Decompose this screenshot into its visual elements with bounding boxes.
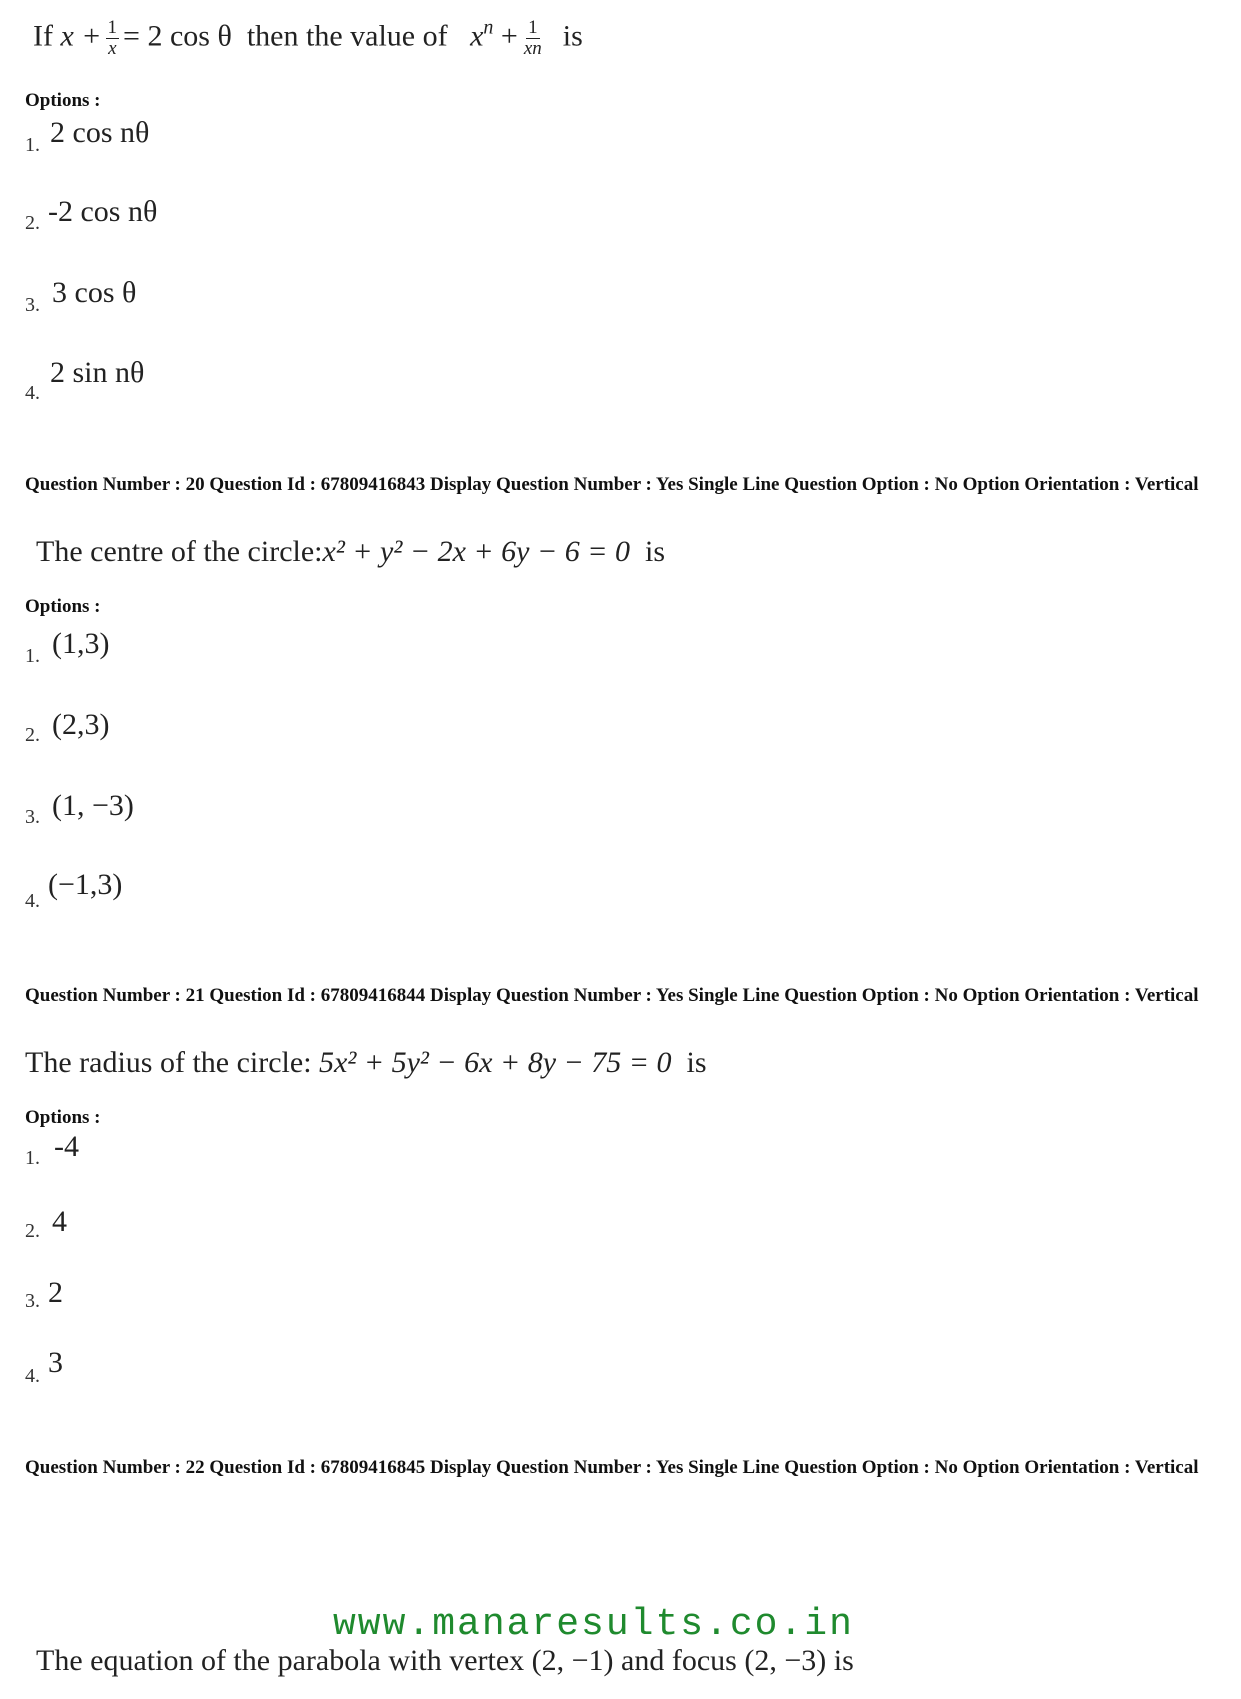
stem-expr-plus: +: [500, 19, 518, 53]
option-number: 3.: [25, 294, 40, 316]
option-text: 3 cos θ: [52, 276, 137, 309]
option-text: 4: [52, 1205, 67, 1238]
option-text: (1,3): [52, 627, 110, 660]
question-22-stem: The equation of the parabola with vertex (2, −1) and focus (2, −3) is: [36, 1644, 854, 1677]
option-number: 1.: [25, 134, 40, 156]
question-21-stem: [25, 1046, 707, 1080]
question-19-stem: [33, 18, 583, 59]
stem-suffix: is: [562, 19, 583, 53]
options-label: Options :: [25, 596, 101, 617]
option-number: 3.: [25, 806, 40, 828]
stem-rhs: = 2 cos θ: [123, 19, 232, 53]
stem-text: The centre of the circle:: [36, 535, 323, 568]
option-number: 1.: [25, 645, 40, 667]
question-22-meta: Question Number : 22 Question Id : 67809416845 Display Question Number : Yes Single Line Question Option : No Option Orientation : Vertical: [25, 1457, 1199, 1478]
option-number: 3.: [25, 1290, 40, 1312]
option-text: 3: [48, 1346, 63, 1379]
stem-then-text: then the value of: [246, 19, 448, 53]
stem-prefix: If: [33, 19, 53, 53]
options-label: Options :: [25, 1107, 101, 1128]
question-21-meta: Question Number : 21 Question Id : 67809416844 Display Question Number : Yes Single Line Question Option : No Option Orientation : Vertical: [25, 985, 1199, 1006]
fraction-one-over-x: $\frac{1}{x}$: [107, 17, 118, 59]
option-text: (2,3): [52, 708, 110, 741]
stem-equation: 5x² + 5y² − 6x + 8y − 75 = 0: [319, 1046, 672, 1079]
question-20-meta: Question Number : 20 Question Id : 67809416843 Display Question Number : Yes Single Line Question Option : No Option Orientation : Vertical: [25, 474, 1199, 495]
stem-suffix: is: [686, 1046, 707, 1079]
option-number: 2.: [25, 1220, 40, 1242]
stem-expr-exponent: n: [483, 16, 494, 39]
option-text: 2: [48, 1276, 63, 1309]
option-text: 2 cos nθ: [50, 116, 150, 149]
stem-text: The radius of the circle:: [25, 1046, 312, 1079]
option-text: (−1,3): [48, 868, 123, 901]
option-number: 1.: [25, 1147, 40, 1169]
stem-expr-base: x: [470, 19, 484, 53]
fraction-one-over-xn: $\frac{1}{xn}$: [523, 17, 542, 59]
stem-lhs: x +: [60, 19, 102, 53]
option-text: (1, −3): [52, 789, 134, 822]
question-20-stem: [36, 535, 665, 569]
option-text: -2 cos nθ: [48, 195, 158, 228]
option-number: 4.: [25, 1365, 40, 1387]
option-number: 4.: [25, 890, 40, 912]
option-number: 2.: [25, 724, 40, 746]
option-text: 2 sin nθ: [50, 356, 145, 389]
option-text: -4: [54, 1130, 79, 1163]
watermark: www.manaresults.co.in: [333, 1603, 854, 1646]
stem-equation: x² + y² − 2x + 6y − 6 = 0: [322, 535, 630, 568]
option-number: 4.: [25, 382, 40, 404]
options-label: Options :: [25, 90, 101, 111]
stem-suffix: is: [644, 535, 665, 568]
option-number: 2.: [25, 212, 40, 234]
